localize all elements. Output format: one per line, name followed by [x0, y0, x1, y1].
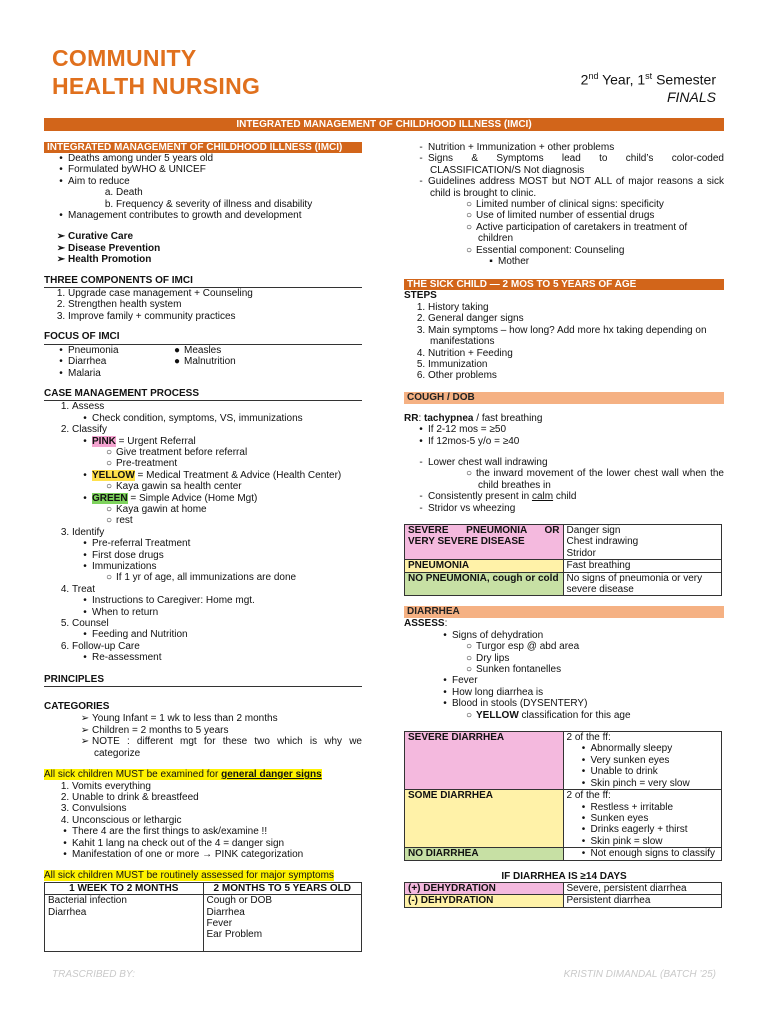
list-item: ▪ Mother — [489, 256, 530, 268]
title-line-1: COMMUNITY — [52, 45, 197, 71]
list-item: 1. Vomits everything — [60, 780, 151, 792]
list-item: ○ Give treatment before referral — [105, 446, 248, 458]
list-item: - Nutrition + Immunization + other problems — [419, 142, 615, 153]
list-item: ● Malnutrition — [173, 356, 236, 368]
list-item: ○ Essential component: Counseling — [465, 244, 625, 256]
list-item: • Signs of dehydration — [443, 629, 544, 641]
list-item: • If 12mos-5 y/o = ≥40 — [419, 435, 520, 447]
list-item: 2. Strengthen health system — [56, 299, 182, 311]
pneumonia-table — [404, 524, 722, 596]
focus-list — [44, 345, 362, 379]
major-symptoms-table — [44, 882, 362, 952]
table-row — [405, 882, 722, 894]
list-item: 3. Improve family + community practices — [56, 310, 236, 322]
list-item: • Kahit 1 lang na check out of the 4 = danger sign — [63, 837, 285, 849]
list-item: ○ Sunken fontanelles — [465, 664, 562, 676]
section-heading: CASE MANAGEMENT PROCESS — [44, 388, 362, 401]
list-item: 5. Immunization — [416, 358, 488, 370]
list-item: 4. Unconscious or lethargic — [60, 814, 182, 826]
steps-label: STEPS — [404, 290, 437, 302]
list-item: • How long diarrhea is — [443, 686, 544, 698]
title-line-2: HEALTH NURSING — [52, 73, 261, 99]
list-item: 2. General danger signs — [416, 313, 524, 325]
list-item: • GREEN = Simple Advice (Home Mgt) — [83, 492, 258, 504]
list-item: - Signs & Symptoms lead to child’s color-coded CLASSIFICATION/S Not diagnosis — [419, 153, 724, 176]
list-item: • Deaths among under 5 years old — [59, 153, 214, 164]
list-item: ○ the inward movement of the lower chest wall when the child breathes in — [465, 468, 724, 491]
list-item: 6. Other problems — [416, 370, 497, 382]
list-item: • Management contributes to growth and development — [59, 210, 302, 222]
table-header: 1 WEEK TO 2 MONTHS — [45, 882, 204, 894]
list-item: ➢ Disease Prevention — [56, 242, 161, 254]
table-cell: Cough or DOB Diarrhea Fever Ear Problem — [203, 895, 362, 952]
table-cell: SOME DIARRHEA — [405, 790, 564, 848]
section-heading: FOCUS OF IMCI — [44, 331, 362, 344]
list-item: • Instructions to Caregiver: Home mgt. — [83, 595, 255, 607]
list-item: • If 2-12 mos = ≥50 — [419, 424, 507, 436]
list-item: ➢ Children = 2 months to 5 years — [80, 724, 229, 736]
list-item: • Blood in stools (DYSENTERY) — [443, 698, 588, 710]
list-item: 3. Identify — [60, 526, 105, 538]
list-item: ➢ Curative Care — [56, 231, 134, 243]
section-heading: PRINCIPLES — [44, 674, 362, 687]
diarrhea-table — [404, 731, 722, 860]
table-row — [405, 560, 722, 572]
table-cell: No signs of pneumonia or very severe disease — [563, 572, 722, 596]
list-item: 2. Classify — [60, 424, 108, 436]
table-cell: (-) DEHYDRATION — [405, 895, 564, 907]
imci-header: INTEGRATED MANAGEMENT OF CHILDHOOD ILLNESS (IMCI) — [44, 142, 362, 153]
list-item: • Feeding and Nutrition — [83, 629, 188, 641]
list-item: ○ YELLOW classification for this age — [465, 709, 631, 721]
assess-label: ASSESS: — [404, 618, 448, 630]
list-item: ○ Kaya gawin sa health center — [105, 481, 242, 493]
table-cell: SEVERE PNEUMONIA OR VERY SEVERE DISEASE — [405, 524, 564, 559]
table-row — [405, 732, 722, 790]
table-cell: 2 of the ff: • Restless + irritable • Sunken eyes • Drinks eagerly + thirst • Skin pink = slow — [563, 790, 722, 848]
table-row — [405, 790, 722, 848]
list-item: - Lower chest wall indrawing — [419, 456, 548, 468]
list-item: ○ Pre-treatment — [105, 458, 178, 470]
list-item: ○ Use of limited number of essential drugs — [465, 210, 655, 222]
list-item: • Fever — [443, 675, 478, 687]
list-item: 2. Unable to drink & breastfeed — [60, 791, 199, 803]
list-item: • First dose drugs — [83, 549, 164, 561]
list-item: • Aim to reduce — [59, 175, 130, 187]
table-row — [405, 895, 722, 907]
sick-child-header: THE SICK CHILD — 2 MOS TO 5 YEARS OF AGE — [404, 279, 724, 290]
list-item: • Diarrhea — [59, 356, 107, 368]
major-symptoms-heading: All sick children MUST be routinely assessed for major symptoms — [44, 870, 334, 882]
list-item: • PINK = Urgent Referral — [83, 435, 196, 447]
table-cell: NO DIARRHEA — [405, 848, 564, 860]
section-heading: CATEGORIES — [44, 701, 110, 713]
table-cell: Persistent diarrhea — [563, 895, 722, 907]
table-cell: (+) DEHYDRATION — [405, 882, 564, 894]
list-item: - Guidelines address MOST but NOT ALL of major reasons a sick child is brought to clinic. — [419, 176, 724, 199]
list-item: ➢ NOTE : different mgt for these two which is why we categorize — [80, 736, 362, 759]
page-title — [52, 44, 260, 100]
footer-left: TRASCRIBED BY: — [52, 969, 135, 980]
list-item: 1. Assess — [60, 401, 105, 413]
semester-info: 2nd Year, 1st Semester FINALS — [580, 71, 716, 105]
list-item: • Pre-referral Treatment — [83, 538, 191, 550]
right-column — [404, 142, 724, 908]
list-item: • YELLOW = Medical Treatment & Advice (Health Center) — [83, 469, 342, 481]
table-cell: Fast breathing — [563, 560, 722, 572]
list-item: 4. Treat — [60, 583, 95, 595]
list-item: ➢ Health Promotion — [56, 254, 152, 266]
list-item: ○ Active participation of caretakers in treatment of children — [465, 221, 688, 245]
table-cell: Severe, persistent diarrhea — [563, 882, 722, 894]
list-item: • Pneumonia — [59, 344, 119, 356]
list-item: • Manifestation of one or more → PINK categorization — [63, 848, 304, 860]
dehydration-table — [404, 882, 722, 908]
list-item: - Consistently present in calm child — [419, 491, 577, 503]
list-item: 1. Upgrade case management + Counseling — [56, 288, 253, 300]
table-row — [405, 524, 722, 559]
list-item: • Check condition, symptoms, VS, immunizations — [83, 412, 303, 424]
if-diarrhea-title: IF DIARRHEA IS ≥14 DAYS — [501, 870, 627, 882]
list-item: ○ If 1 yr of age, all immunizations are done — [105, 572, 297, 584]
table-row — [405, 572, 722, 596]
list-item: 6. Follow-up Care — [60, 640, 140, 652]
list-item: • Immunizations — [83, 561, 157, 572]
list-item: - Stridor vs wheezing — [419, 502, 516, 514]
topic-banner: INTEGRATED MANAGEMENT OF CHILDHOOD ILLNESS (IMCI) — [44, 118, 724, 131]
list-item: • When to return — [83, 606, 159, 618]
left-column — [44, 142, 362, 952]
table-cell: PNEUMONIA — [405, 560, 564, 572]
rr-line: RR: tachypnea / fast breathing — [404, 412, 543, 424]
list-item: 5. Counsel — [60, 618, 109, 630]
list-item: b. Frequency & severity of illness and disability — [104, 198, 313, 210]
list-item: ● Measles — [173, 344, 222, 356]
table-cell: Bacterial infection Diarrhea — [45, 895, 204, 952]
section-heading: THREE COMPONENTS OF IMCI — [44, 275, 362, 288]
table-cell: NO PNEUMONIA, cough or cold — [405, 572, 564, 596]
list-item: a. Death — [104, 187, 143, 199]
list-item: ○ Limited number of clinical signs: specificity — [465, 199, 664, 211]
table-cell: • Not enough signs to classify — [563, 848, 722, 860]
list-item: ○ rest — [105, 515, 133, 527]
list-item: • Formulated byWHO & UNICEF — [59, 164, 206, 176]
list-item: 1. History taking — [416, 301, 489, 313]
list-item: • Malaria — [59, 367, 101, 379]
footer-right: KRISTIN DIMANDAL (BATCH ’25) — [563, 969, 716, 980]
table-cell: Danger sign Chest indrawing Stridor — [563, 524, 722, 559]
list-item: 3. Main symptoms – how long? Add more hx taking depending on manifestations — [416, 324, 707, 348]
danger-heading: All sick children MUST be examined for general danger signs — [44, 769, 322, 781]
cough-header: COUGH / DOB — [404, 392, 724, 404]
list-item: 3. Convulsions — [60, 803, 127, 815]
list-item: 4. Nutrition + Feeding — [416, 347, 513, 359]
table-cell: 2 of the ff: • Abnormally sleepy • Very sunken eyes • Unable to drink • Skin pinch = very slow — [563, 732, 722, 790]
list-item: ➢ Young Infant = 1 wk to less than 2 months — [80, 713, 278, 725]
list-item: ○ Turgor esp @ abd area — [465, 641, 580, 653]
table-cell: SEVERE DIARRHEA — [405, 732, 564, 790]
list-item: ○ Dry lips — [465, 652, 510, 664]
list-item: ○ Kaya gawin at home — [105, 503, 207, 515]
list-item: • Re-assessment — [83, 652, 162, 664]
table-header: 2 MONTHS TO 5 YEARS OLD — [203, 882, 362, 894]
list-item: • There 4 are the first things to ask/examine !! — [63, 826, 268, 838]
diarrhea-header: DIARRHEA — [404, 606, 724, 618]
table-row — [405, 848, 722, 860]
exam-label: FINALS — [666, 88, 716, 105]
